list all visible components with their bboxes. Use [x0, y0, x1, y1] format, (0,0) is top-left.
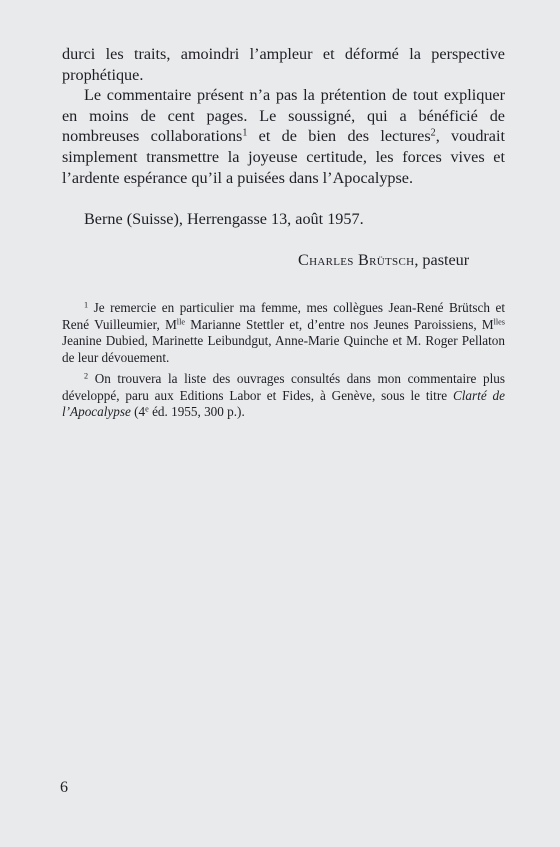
- page-number: 6: [60, 779, 68, 796]
- footnote-ref-2[interactable]: 2: [430, 127, 436, 139]
- footnote-1: [62, 300, 505, 366]
- footnote-1-text-c: Jeanine Dubied, Marinette Leibundgut, Anne-Marie Quinche et M. Roger Pellaton de leur dévouement.: [62, 333, 505, 365]
- paragraph-continuation: durci les traits, amoindri l’ampleur et déformé la perspective prophétique.: [62, 45, 505, 84]
- footnote-marker-2: 2: [84, 371, 89, 381]
- place-date-line: Berne (Suisse), Herrengasse 13, août 1957.: [84, 210, 364, 228]
- footnote-2-sup-e: e: [145, 404, 149, 414]
- footnote-ref-1[interactable]: 1: [242, 127, 248, 139]
- author-title: , pasteur: [414, 251, 470, 269]
- body-text: [62, 44, 505, 188]
- footnote-2-text-b: (4: [130, 404, 146, 419]
- footnote-marker-1: 1: [84, 300, 89, 310]
- footnote-1-sup-b: lles: [493, 317, 505, 326]
- paragraph-commentary: [62, 85, 505, 188]
- footnote-1-text-b: Marianne Stettler et, d’entre nos Jeunes Paroissiens, M: [184, 316, 494, 332]
- footnote-1-sup-a: lle: [176, 317, 185, 326]
- paragraph-text-1: Le commentaire présent n’a pas la prétention de tout expliquer en moins de cent pages. Le soussigné, qui a bénéficié de nombreuses collaborations: [62, 86, 505, 146]
- signature-line: [298, 250, 469, 270]
- author-name: Charles Brütsch: [298, 251, 415, 269]
- paragraph-text-3: , voudrait simplement transmettre la joyeuse certitude, les forces vives et l’ardente espérance qu’il a puisées dans l’Apocalypse.: [62, 127, 505, 187]
- paragraph-text-2: et de bien des lectures: [247, 127, 431, 146]
- footnote-2: [62, 371, 505, 421]
- footnote-1-text-a: Je remercie en particulier ma femme, mes collègues Jean-René Brütsch et René Vuilleumier, M: [62, 300, 505, 332]
- footnote-2-text-c: éd. 1955, 300 p.).: [148, 404, 245, 419]
- footnote-2-text-a: On trouvera la liste des ouvrages consultés dans mon commentaire plus développé, paru aux Editions Labor et Fides, à Genève, sous le titre: [62, 371, 505, 403]
- footnotes: [62, 300, 505, 426]
- footnote-2-book-title: Clarté de l’Apocalypse: [62, 387, 505, 419]
